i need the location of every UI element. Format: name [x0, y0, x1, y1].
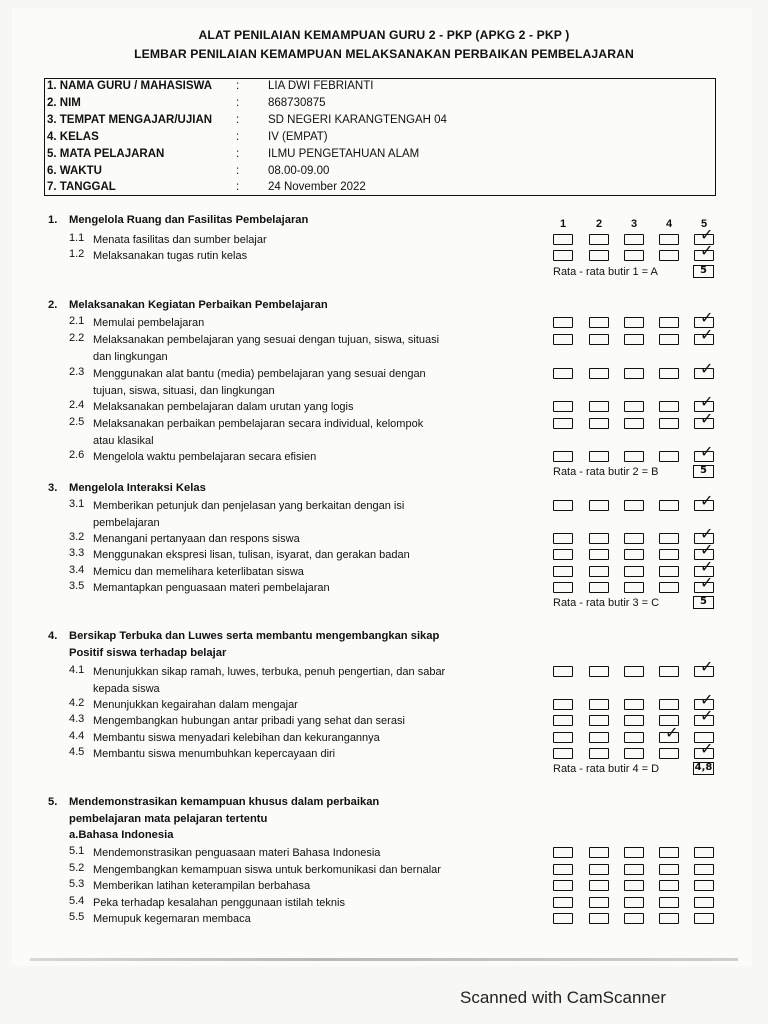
rating-checkbox-3[interactable] [624, 401, 644, 412]
page-bottom-edge [30, 958, 738, 961]
rating-checkbox-4[interactable] [659, 368, 679, 379]
rating-checkbox-2[interactable] [589, 715, 609, 726]
rating-checkbox-1[interactable] [553, 418, 573, 429]
rating-checkbox-5[interactable] [694, 864, 714, 875]
item-text: Membantu siswa menyadari kelebihan dan kekurangannya [93, 732, 380, 744]
rating-checkbox-4[interactable] [659, 451, 679, 462]
rating-checkbox-1[interactable] [553, 913, 573, 924]
rating-checkbox-4[interactable] [659, 418, 679, 429]
rating-checkbox-4[interactable] [659, 748, 679, 759]
rating-checkbox-1[interactable] [553, 451, 573, 462]
rating-checkbox-3[interactable] [624, 699, 644, 710]
rating-checkbox-4[interactable] [659, 699, 679, 710]
identity-label: 5. MATA PELAJARAN [47, 148, 165, 160]
rating-checkbox-2[interactable] [589, 847, 609, 858]
item-number: 2.1 [69, 315, 85, 327]
rating-checkbox-4[interactable] [659, 880, 679, 891]
form-subtitle: LEMBAR PENILAIAN KEMAMPUAN MELAKSANAKAN PERBAIKAN PEMBELAJARAN [134, 47, 634, 61]
average-score: 4,8 [694, 762, 713, 773]
rating-checkbox-3[interactable] [624, 418, 644, 429]
section-number: 4. [48, 630, 58, 642]
item-number: 5.5 [69, 911, 85, 923]
rating-checkbox-4[interactable] [659, 401, 679, 412]
item-number: 2.2 [69, 332, 85, 344]
item-number: 3.5 [69, 580, 85, 592]
section-title: Bersikap Terbuka dan Luwes serta membantu mengembangkan sikap [69, 630, 440, 642]
item-text: Peka terhadap kesalahan penggunaan istilah teknis [93, 897, 345, 909]
item-number: 2.3 [69, 366, 85, 378]
average-label: Rata - rata butir 4 = D [553, 763, 660, 775]
rating-checkbox-1[interactable] [553, 699, 573, 710]
rating-checkbox-3[interactable] [624, 880, 644, 891]
item-text: Memantapkan penguasaan materi pembelajaran [93, 582, 330, 594]
item-text: kepada siswa [93, 682, 160, 695]
item-number: 1.1 [69, 232, 85, 244]
item-text: Menangani pertanyaan dan respons siswa [93, 533, 300, 545]
rating-checkbox-3[interactable] [624, 549, 644, 560]
section-number: 2. [48, 299, 58, 311]
rating-checkbox-2[interactable] [589, 864, 609, 875]
rating-checkbox-3[interactable] [624, 847, 644, 858]
scale-header-3: 3 [630, 218, 638, 230]
rating-checkbox-2[interactable] [589, 748, 609, 759]
rating-checkbox-3[interactable] [624, 897, 644, 908]
item-text: Mengelola waktu pembelajaran secara efisien [93, 451, 317, 463]
scale-header-1: 1 [559, 218, 567, 230]
identity-row-date [47, 181, 707, 197]
item-text: Mengembangkan hubungan antar pribadi yang sehat dan serasi [93, 715, 405, 727]
rating-checkbox-5[interactable] [694, 913, 714, 924]
rating-checkbox-3[interactable] [624, 732, 644, 743]
item-text: Menggunakan alat bantu (media) pembelajaran yang sesuai dengan [93, 368, 426, 380]
item-number: 5.2 [69, 862, 85, 874]
section-number: 5. [48, 796, 58, 808]
rating-checkbox-5[interactable] [694, 748, 714, 759]
identity-label: 2. NIM [47, 97, 81, 109]
identity-colon: : [236, 165, 240, 177]
rating-checkbox-5[interactable] [694, 500, 714, 511]
rating-checkbox-3[interactable] [624, 582, 644, 593]
identity-value: 868730875 [268, 97, 326, 109]
rating-checkbox-2[interactable] [589, 732, 609, 743]
item-text: dan lingkungan [93, 350, 168, 363]
rating-checkbox-5[interactable] [694, 451, 714, 462]
rating-checkbox-2[interactable] [589, 533, 609, 544]
rating-checkbox-2[interactable] [589, 699, 609, 710]
average-label: Rata - rata butir 1 = A [553, 266, 658, 278]
item-text: Memberikan latihan keterampilan berbahasa [93, 880, 311, 892]
item-number: 1.2 [69, 248, 85, 260]
item-text: Menunjukkan sikap ramah, luwes, terbuka, penuh pengertian, dan sabar [93, 666, 446, 678]
rating-checkbox-5[interactable] [694, 715, 714, 726]
identity-value: ILMU PENGETAHUAN ALAM [268, 148, 420, 160]
identity-row-subject [47, 148, 707, 164]
identity-row-nim [47, 97, 707, 113]
average-score: 5 [693, 596, 714, 609]
rating-checkbox-3[interactable] [624, 334, 644, 345]
item-text: Mengembangkan kemampuan siswa untuk berkomunikasi dan bernalar [93, 864, 441, 876]
rating-checkbox-3[interactable] [624, 864, 644, 875]
scale-header-5: 5 [700, 218, 708, 230]
rating-checkbox-1[interactable] [553, 500, 573, 511]
identity-value: SD NEGERI KARANGTENGAH 04 [268, 114, 447, 126]
average-score: 5 [693, 265, 714, 278]
rating-checkbox-1[interactable] [553, 566, 573, 577]
rating-checkbox-5[interactable] [694, 250, 714, 261]
item-number: 3.3 [69, 547, 85, 559]
rating-checkbox-3[interactable] [624, 666, 644, 677]
rating-checkbox-3[interactable] [624, 368, 644, 379]
rating-checkbox-1[interactable] [553, 317, 573, 328]
rating-checkbox-1[interactable] [553, 864, 573, 875]
identity-colon: : [236, 97, 240, 109]
rating-checkbox-2[interactable] [589, 234, 609, 245]
section-title: Mengelola Interaksi Kelas [69, 482, 206, 494]
rating-checkbox-4[interactable] [659, 864, 679, 875]
section-title: Melaksanakan Kegiatan Perbaikan Pembelajaran [69, 299, 328, 311]
rating-checkbox-4[interactable] [659, 847, 679, 858]
average-label: Rata - rata butir 2 = B [553, 466, 659, 478]
item-text: atau klasikal [93, 434, 154, 447]
item-text: Melaksanakan perbaikan pembelajaran secara individual, kelompok [93, 418, 424, 430]
rating-checkbox-1[interactable] [553, 748, 573, 759]
identity-table [44, 78, 716, 196]
rating-checkbox-2[interactable] [589, 250, 609, 261]
rating-checkbox-4[interactable] [659, 913, 679, 924]
rating-checkbox-4[interactable] [659, 582, 679, 593]
item-number: 3.2 [69, 531, 85, 543]
rating-checkbox-4[interactable] [659, 234, 679, 245]
item-number: 5.4 [69, 895, 85, 907]
item-number: 5.1 [69, 845, 85, 857]
average-score: 5 [693, 465, 714, 478]
rating-checkbox-2[interactable] [589, 368, 609, 379]
rating-checkbox-5[interactable] [694, 334, 714, 345]
identity-value: 24 November 2022 [268, 181, 366, 193]
item-text: Memulai pembelajaran [93, 317, 205, 329]
item-number: 4.4 [69, 730, 85, 742]
rating-checkbox-3[interactable] [624, 748, 644, 759]
identity-colon: : [236, 148, 240, 160]
item-number: 4.5 [69, 746, 85, 758]
rating-checkbox-1[interactable] [553, 666, 573, 677]
rating-checkbox-4[interactable] [659, 732, 679, 743]
rating-checkbox-1[interactable] [553, 234, 573, 245]
rating-checkbox-3[interactable] [624, 250, 644, 261]
form-title: ALAT PENILAIAN KEMAMPUAN GURU 2 - PKP (APKG 2 - PKP ) [198, 28, 570, 42]
section-title: Mengelola Ruang dan Fasilitas Pembelajaran [69, 214, 309, 226]
item-number: 2.4 [69, 399, 85, 411]
rating-checkbox-1[interactable] [553, 847, 573, 858]
item-text: Memupuk kegemaran membaca [93, 913, 251, 925]
scale-header-2: 2 [595, 218, 603, 230]
rating-checkbox-2[interactable] [589, 500, 609, 511]
identity-row-name [47, 80, 707, 96]
item-text: Melaksanakan pembelajaran dalam urutan yang logis [93, 401, 354, 413]
rating-checkbox-5[interactable] [694, 880, 714, 891]
rating-checkbox-1[interactable] [553, 250, 573, 261]
rating-checkbox-4[interactable] [659, 549, 679, 560]
rating-checkbox-1[interactable] [553, 401, 573, 412]
identity-label: 3. TEMPAT MENGAJAR/UJIAN [47, 114, 213, 126]
item-text: Membantu siswa menumbuhkan kepercayaan diri [93, 748, 336, 760]
rating-checkbox-2[interactable] [589, 666, 609, 677]
rating-checkbox-3[interactable] [624, 533, 644, 544]
item-number: 3.4 [69, 564, 85, 576]
identity-label: 4. KELAS [47, 131, 99, 143]
item-number: 4.3 [69, 713, 85, 725]
section-title: pembelajaran mata pelajaran tertentu [69, 813, 268, 825]
rating-checkbox-5[interactable] [694, 847, 714, 858]
rating-checkbox-3[interactable] [624, 451, 644, 462]
rating-checkbox-2[interactable] [589, 317, 609, 328]
rating-checkbox-5[interactable] [694, 897, 714, 908]
rating-checkbox-4[interactable] [659, 897, 679, 908]
rating-checkbox-1[interactable] [553, 368, 573, 379]
item-number: 5.3 [69, 878, 85, 890]
identity-label: 7. TANGGAL [47, 181, 116, 193]
identity-value: 08.00-09.00 [268, 165, 330, 177]
item-text: Menata fasilitas dan sumber belajar [93, 234, 267, 246]
scanner-watermark: Scanned with CamScanner [460, 988, 667, 1007]
rating-checkbox-3[interactable] [624, 913, 644, 924]
identity-label: 1. NAMA GURU / MAHASISWA [47, 80, 213, 92]
identity-colon: : [236, 114, 240, 126]
section-number: 1. [48, 214, 58, 226]
rating-checkbox-5[interactable] [694, 418, 714, 429]
rating-checkbox-4[interactable] [659, 533, 679, 544]
average-label: Rata - rata butir 3 = C [553, 597, 660, 609]
rating-checkbox-1[interactable] [553, 334, 573, 345]
identity-colon: : [236, 80, 240, 92]
section-title: Positif siswa terhadap belajar [69, 647, 227, 659]
rating-checkbox-3[interactable] [624, 500, 644, 511]
rating-checkbox-5[interactable] [694, 368, 714, 379]
rating-checkbox-2[interactable] [589, 418, 609, 429]
rating-checkbox-3[interactable] [624, 317, 644, 328]
rating-checkbox-4[interactable] [659, 500, 679, 511]
item-text: Melaksanakan tugas rutin kelas [93, 250, 248, 262]
rating-checkbox-4[interactable] [659, 317, 679, 328]
rating-checkbox-2[interactable] [589, 880, 609, 891]
item-number: 4.2 [69, 697, 85, 709]
scale-header-4: 4 [665, 218, 673, 230]
item-text: Menunjukkan kegairahan dalam mengajar [93, 699, 298, 711]
rating-checkbox-1[interactable] [553, 732, 573, 743]
rating-checkbox-2[interactable] [589, 897, 609, 908]
rating-checkbox-4[interactable] [659, 566, 679, 577]
item-number: 2.5 [69, 416, 85, 428]
rating-checkbox-1[interactable] [553, 582, 573, 593]
item-text: Memberikan petunjuk dan penjelasan yang berkaitan dengan isi [93, 500, 405, 512]
rating-checkbox-3[interactable] [624, 715, 644, 726]
item-text: tujuan, siswa, situasi, dan lingkungan [93, 384, 275, 397]
rating-checkbox-3[interactable] [624, 566, 644, 577]
section-number: 3. [48, 482, 58, 494]
item-text: Menggunakan ekspresi lisan, tulisan, isyarat, dan gerakan badan [93, 549, 410, 561]
rating-checkbox-2[interactable] [589, 913, 609, 924]
item-number: 2.6 [69, 449, 85, 461]
section-title: a.Bahasa Indonesia [69, 829, 174, 841]
item-text: Mendemonstrasikan penguasaan materi Bahasa Indonesia [93, 847, 381, 859]
identity-row-class [47, 131, 707, 147]
rating-checkbox-1[interactable] [553, 533, 573, 544]
rating-checkbox-4[interactable] [659, 666, 679, 677]
item-number: 4.1 [69, 664, 85, 676]
rating-checkbox-2[interactable] [589, 451, 609, 462]
rating-checkbox-2[interactable] [589, 334, 609, 345]
rating-checkbox-3[interactable] [624, 234, 644, 245]
rating-checkbox-2[interactable] [589, 401, 609, 412]
rating-checkbox-1[interactable] [553, 880, 573, 891]
rating-checkbox-1[interactable] [553, 897, 573, 908]
rating-checkbox-1[interactable] [553, 549, 573, 560]
rating-checkbox-1[interactable] [553, 715, 573, 726]
rating-checkbox-2[interactable] [589, 582, 609, 593]
rating-checkbox-2[interactable] [589, 549, 609, 560]
rating-checkbox-4[interactable] [659, 334, 679, 345]
item-text: Melaksanakan pembelajaran yang sesuai dengan tujuan, siswa, situasi [93, 334, 440, 346]
identity-colon: : [236, 181, 240, 193]
identity-row-time [47, 165, 707, 181]
rating-checkbox-4[interactable] [659, 250, 679, 261]
rating-checkbox-2[interactable] [589, 566, 609, 577]
identity-value: IV (EMPAT) [268, 131, 328, 143]
identity-value: LIA DWI FEBRIANTI [268, 80, 374, 92]
identity-row-place [47, 114, 707, 130]
identity-colon: : [236, 131, 240, 143]
item-text: pembelajaran [93, 516, 160, 529]
item-text: Memicu dan memelihara keterlibatan siswa [93, 566, 304, 578]
identity-label: 6. WAKTU [47, 165, 102, 177]
rating-checkbox-5[interactable] [694, 582, 714, 593]
rating-checkbox-5[interactable] [694, 666, 714, 677]
item-number: 3.1 [69, 498, 85, 510]
section-title: Mendemonstrasikan kemampuan khusus dalam perbaikan [69, 796, 380, 808]
